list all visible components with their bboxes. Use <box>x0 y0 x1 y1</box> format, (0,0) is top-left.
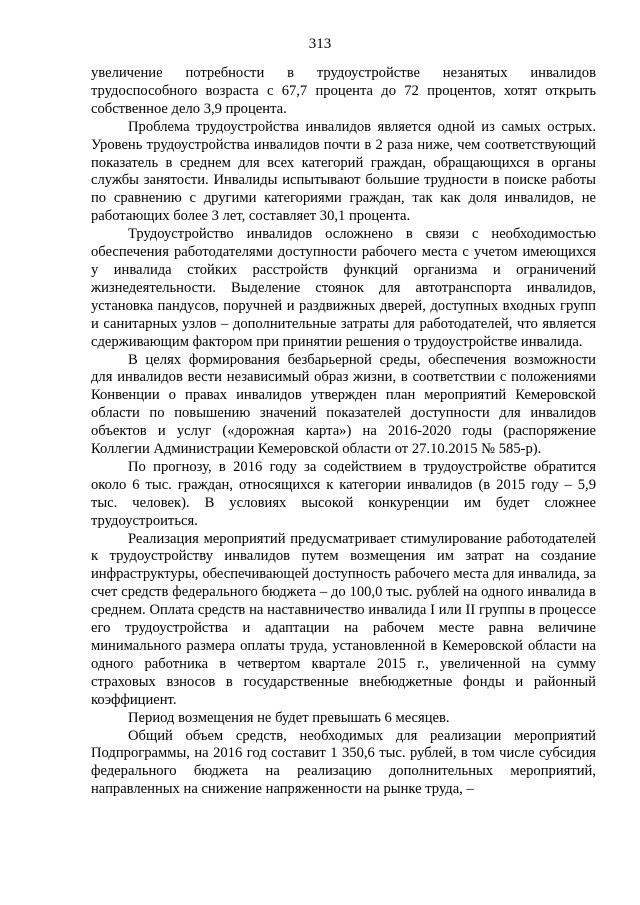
paragraph-forecast-2016: По прогнозу, в 2016 году за содействием в трудоустройстве обратится около 6 тыс. граждан, относящихся к категории инвалидов (в 2015 году – 5,9 тыс. человек). В условиях высокой конкуренции им будет сложнее трудоустроиться. <box>91 458 596 529</box>
document-body <box>91 65 596 799</box>
page-number: 313 <box>308 36 332 52</box>
paragraph-reimbursement-period: Период возмещения не будет превышать 6 месяцев. <box>128 709 450 726</box>
paragraph-barrier-free-environment: В целях формирования безбарьерной среды, обеспечения возможности для инвалидов вести независимый образ жизни, в соответствии с положениями Конвенции о правах инвалидов утвержден план мероприятий Кемеровской области по повышению значений показателей доступности для инвалидов объектов и услуг («дорожная карта») на 2016-2020 годы (распоряжение Коллегии Администрации Кемеровской области от 27.10.2015 № 585-р). <box>91 351 596 458</box>
paragraph-employment-problem: Проблема трудоустройства инвалидов является одной из самых острых. Уровень трудоустройства инвалидов почти в 2 раза ниже, чем соответствующий показатель в среднем для всех категорий граждан, обращающихся в органы службы занятости. Инвалиды испытывают большие трудности в поиске работы по сравнению с другими категориями граждан, так как доля инвалидов, не работающих более 3 лет, составляет 30,1 процента. <box>91 118 596 225</box>
paragraph-funding-volume: Общий объем средств, необходимых для реализации мероприятий Подпрограммы, на 2016 год составит 1 350,6 тыс. рублей, в том числе субсидия федерального бюджета на реализацию дополнительных мероприятий, направленных на снижение напряженности на рынке труда, – <box>91 727 596 798</box>
paragraph-employer-incentives: Реализация мероприятий предусматривает стимулирование работодателей к трудоустройству инвалидов путем возмещения им затрат на создание инфраструктуры, обеспечивающей доступность рабочего места для инвалида, за счет средств федерального бюджета – до 100,0 тыс. рублей на одного инвалида в среднем. Оплата средств на наставничество инвалида I или II группы в процессе его трудоустройства и адаптации на рабочем месте равна величине минимального размера оплаты труда, установленной в Кемеровской области на одного работника в четвертом квартале 2015 г., увеличенной на сумму страховых взносов в государственные внебюджетные фонды и районный коэффициент. <box>91 530 596 708</box>
paragraph-workplace-accessibility: Трудоустройство инвалидов осложнено в связи с необходимостью обеспечения работодателями доступности рабочего места с учетом имеющихся у инвалида стойких расстройств функций организма и ограничений жизнедеятельности. Выделение стоянок для автотранспорта инвалидов, установка пандусов, поручней и раздвижных дверей, доступных входных групп и санитарных узлов – дополнительные затраты для работодателей, что является сдерживающим фактором при принятии решения о трудоустройстве инвалида. <box>91 226 596 350</box>
paragraph-continuation: увеличение потребности в трудоустройстве незанятых инвалидов трудоспособного возраста с 67,7 процента до 72 процентов, хотят открыть собственное дело 3,9 процента. <box>91 65 596 117</box>
